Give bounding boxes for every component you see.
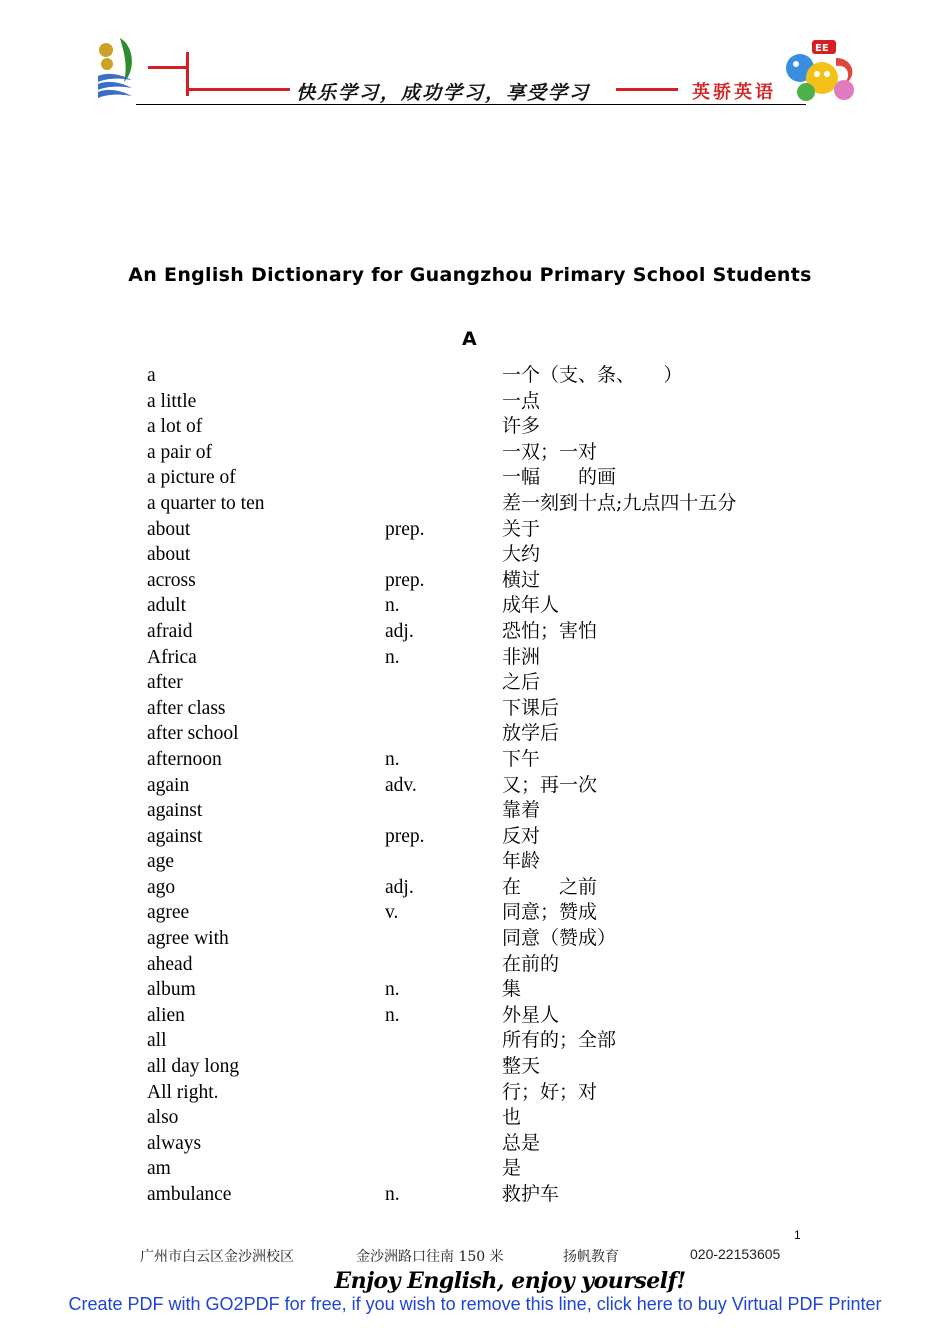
entry-part-of-speech: prep. — [385, 569, 425, 591]
entry-meaning: 大约 — [502, 543, 541, 566]
entry-meaning: 之后 — [502, 671, 541, 694]
entry-meaning: 救护车 — [502, 1183, 560, 1205]
dictionary-entry — [0, 824, 950, 850]
header-red-line-top — [148, 66, 188, 69]
entry-word: a pair of — [147, 441, 212, 463]
entry-word: after class — [147, 697, 226, 719]
entry-word: again — [147, 774, 190, 796]
entry-word: afraid — [147, 620, 193, 642]
entry-meaning: 在前的 — [502, 952, 560, 975]
dictionary-entries — [0, 363, 950, 1208]
entry-meaning: 集 — [502, 978, 522, 1001]
pdf-printer-link[interactable]: Create PDF with GO2PDF for free, if you wish to remove this line, click here to buy Virtual PDF Printer — [68, 1294, 882, 1314]
entry-meaning: 行；好；对 — [502, 1080, 598, 1103]
entry-part-of-speech: n. — [385, 646, 400, 668]
entry-word: against — [147, 825, 203, 847]
document-title: An English Dictionary for Guangzhou Primary School Students — [128, 264, 812, 286]
entry-meaning: 也 — [502, 1106, 522, 1129]
entry-meaning: 一个（支、条、 ） — [502, 364, 683, 386]
entry-meaning: 所有的；全部 — [502, 1029, 617, 1052]
brand-name: 英骄英语 — [692, 82, 776, 103]
dictionary-entry — [0, 1028, 950, 1054]
dictionary-entry — [0, 900, 950, 926]
entry-word: ago — [147, 876, 176, 898]
entry-word: am — [147, 1158, 171, 1180]
dictionary-entry — [0, 568, 950, 594]
entry-meaning: 下课后 — [502, 696, 560, 719]
entry-word: always — [147, 1132, 202, 1154]
entry-meaning: 成年人 — [502, 594, 560, 617]
mascot-logo-text: EE — [815, 43, 829, 54]
dictionary-entry — [0, 1105, 950, 1131]
dictionary-entry — [0, 696, 950, 722]
entry-part-of-speech: n. — [385, 1184, 400, 1205]
entry-part-of-speech: adj. — [385, 620, 414, 642]
dictionary-entry — [0, 440, 950, 466]
entry-word: a quarter to ten — [147, 492, 265, 514]
entry-meaning: 横过 — [502, 568, 541, 591]
entry-word: after — [147, 672, 183, 694]
entry-meaning: 一双；一对 — [502, 440, 598, 463]
dictionary-entry — [0, 747, 950, 773]
entry-meaning: 同意；赞成 — [502, 901, 598, 924]
entry-word: a little — [147, 390, 197, 412]
entry-word: agree — [147, 902, 190, 924]
entry-word: after school — [147, 723, 239, 745]
dictionary-entry — [0, 670, 950, 696]
page-header — [0, 0, 950, 120]
entry-word: ambulance — [147, 1184, 232, 1205]
dictionary-entry — [0, 593, 950, 619]
entry-word: about — [147, 518, 191, 540]
header-divider — [136, 104, 806, 105]
entry-part-of-speech: v. — [385, 902, 399, 924]
header-red-line-left — [186, 88, 290, 91]
school-logo-icon — [94, 36, 138, 100]
dictionary-entry — [0, 849, 950, 875]
dictionary-entry — [0, 798, 950, 824]
dictionary-entry — [0, 1131, 950, 1157]
entry-word: about — [147, 544, 191, 566]
entry-meaning: 整天 — [502, 1055, 541, 1078]
entry-word: agree with — [147, 928, 229, 950]
entry-meaning: 许多 — [502, 415, 541, 438]
entry-meaning: 一点 — [502, 389, 541, 412]
entry-word: All right. — [147, 1081, 219, 1103]
entry-word: adult — [147, 595, 186, 617]
entry-word: alien — [147, 1004, 185, 1026]
entry-word: Africa — [147, 646, 197, 668]
entry-meaning: 又；再一次 — [502, 773, 598, 796]
mascot-logo-icon — [782, 38, 862, 104]
entry-part-of-speech: n. — [385, 1004, 400, 1026]
header-red-line-right — [616, 88, 678, 91]
entry-meaning: 关于 — [502, 517, 541, 540]
entry-word: across — [147, 569, 196, 591]
dictionary-entry — [0, 926, 950, 952]
entry-meaning: 总是 — [502, 1131, 541, 1154]
entry-word: against — [147, 800, 203, 822]
entry-meaning: 靠着 — [502, 799, 541, 822]
entry-meaning: 下午 — [502, 747, 541, 770]
dictionary-entry — [0, 875, 950, 901]
entry-word: album — [147, 979, 196, 1001]
dictionary-entry — [0, 645, 950, 671]
dictionary-entry — [0, 491, 950, 517]
dictionary-entry — [0, 773, 950, 799]
dictionary-entry — [0, 1003, 950, 1029]
entry-word: all — [147, 1030, 167, 1052]
entry-part-of-speech: prep. — [385, 825, 425, 847]
entry-part-of-speech: prep. — [385, 518, 425, 540]
dictionary-entry — [0, 363, 950, 389]
dictionary-entry — [0, 465, 950, 491]
dictionary-entry — [0, 389, 950, 415]
entry-part-of-speech: adv. — [385, 774, 417, 796]
entry-meaning: 是 — [502, 1157, 522, 1180]
entry-part-of-speech: n. — [385, 595, 400, 617]
dictionary-entry — [0, 977, 950, 1003]
entry-word: also — [147, 1107, 179, 1129]
entry-part-of-speech: n. — [385, 748, 400, 770]
footer-address: 广州市白云区金沙洲校区 — [140, 1249, 294, 1265]
entry-word: a picture of — [147, 467, 236, 489]
dictionary-entry — [0, 721, 950, 747]
entry-meaning: 恐怕；害怕 — [502, 619, 598, 642]
footer-road: 金沙洲路口往南 150 米 — [356, 1249, 504, 1265]
entry-meaning: 年龄 — [502, 850, 541, 873]
entry-word: a — [147, 365, 156, 386]
entry-meaning: 一幅 的画 — [502, 466, 617, 489]
entry-part-of-speech: adj. — [385, 876, 414, 898]
entry-meaning: 同意（赞成） — [502, 927, 617, 950]
dictionary-entry — [0, 952, 950, 978]
entry-meaning: 差一刻到十点;九点四十五分 — [502, 491, 737, 514]
section-heading: A — [462, 328, 477, 350]
entry-meaning: 在 之前 — [502, 875, 598, 898]
entry-meaning: 反对 — [502, 824, 541, 847]
dictionary-entry — [0, 517, 950, 543]
entry-word: all day long — [147, 1056, 240, 1078]
dictionary-entry — [0, 414, 950, 440]
dictionary-entry — [0, 542, 950, 568]
entry-part-of-speech: n. — [385, 979, 400, 1001]
entry-meaning: 非洲 — [502, 645, 541, 668]
entry-word: ahead — [147, 953, 193, 975]
entry-word: afternoon — [147, 748, 222, 770]
entry-meaning: 外星人 — [502, 1003, 560, 1026]
entry-word: a lot of — [147, 416, 203, 438]
entry-meaning: 放学后 — [502, 722, 560, 745]
header-slogan: 快乐学习，成功学习，享受学习 — [296, 82, 591, 104]
dictionary-entry — [0, 1156, 950, 1182]
page-number: 1 — [794, 1228, 801, 1242]
entry-word: age — [147, 851, 175, 873]
footer-phone: 020-22153605 — [690, 1246, 781, 1262]
dictionary-entry — [0, 619, 950, 645]
footer-motto: Enjoy English, enjoy yourself! — [334, 1268, 686, 1294]
footer-organization: 扬帆教育 — [563, 1249, 619, 1265]
dictionary-entry — [0, 1054, 950, 1080]
dictionary-entry — [0, 1182, 950, 1208]
dictionary-entry — [0, 1080, 950, 1106]
